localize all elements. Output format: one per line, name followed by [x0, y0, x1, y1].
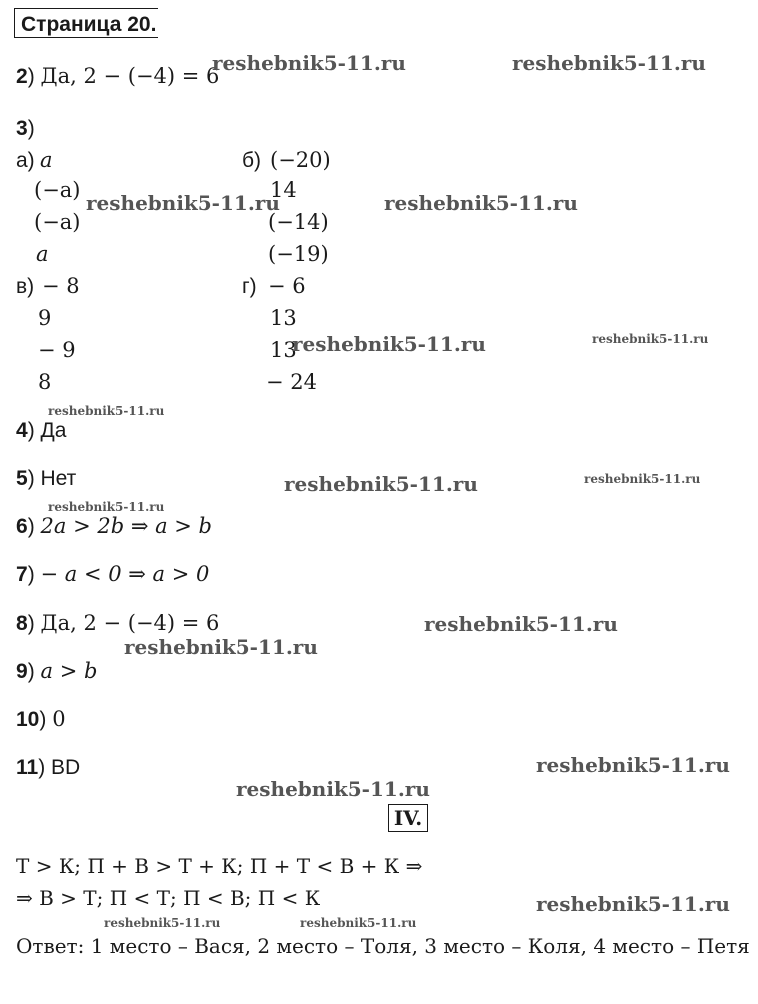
watermark: reshebnik5-11.ru — [536, 892, 730, 916]
paren: ) — [27, 419, 41, 442]
watermark: reshebnik5-11.ru — [86, 191, 280, 215]
answer-text: Да, 2 − (−4) = 6 — [40, 64, 220, 88]
item-number: 11 — [16, 756, 39, 779]
sub-g-head — [242, 276, 257, 297]
sub-b-line-4: (−19) — [268, 242, 329, 266]
answer-3-header — [16, 118, 35, 139]
sub-a-line-4: a — [36, 242, 49, 266]
watermark: reshebnik5-11.ru — [48, 500, 165, 514]
sub-g-line-2: 13 — [270, 306, 297, 330]
item-number: 3 — [16, 117, 28, 140]
sub-b-head — [242, 150, 261, 171]
watermark: reshebnik5-11.ru — [48, 404, 165, 418]
sub-a-head — [16, 150, 35, 171]
sub-v-line-3: − 9 — [38, 338, 76, 362]
answer-text: 2a > 2b ⇒ a > b — [40, 514, 213, 538]
watermark: reshebnik5-11.ru — [424, 612, 618, 636]
answer-10 — [16, 709, 66, 730]
item-number: 7 — [16, 563, 28, 586]
answer-4 — [16, 420, 66, 441]
paren: ) — [27, 65, 41, 88]
sub-g-line-3: 13 — [270, 338, 297, 362]
answer-11 — [16, 757, 80, 778]
paren: ) — [39, 708, 53, 731]
paren: ) — [27, 612, 41, 635]
page-label — [14, 8, 158, 38]
watermark: reshebnik5-11.ru — [236, 777, 430, 801]
iv-answer: Ответ: 1 место – Вася, 2 место – Толя, 3 место – Коля, 4 место – Петя — [16, 934, 750, 958]
paren: ) — [27, 515, 41, 538]
item-number: 8 — [16, 612, 28, 635]
iv-line-1: Т > К; П + В > Т + К; П + Т < В + К ⇒ — [16, 854, 423, 878]
sub-g-line-1: − 6 — [268, 274, 306, 298]
watermark: reshebnik5-11.ru — [104, 916, 221, 930]
watermark: reshebnik5-11.ru — [124, 635, 318, 659]
paren: ) — [27, 660, 41, 683]
answer-text: Да — [40, 419, 67, 442]
sub-b-line-3: (−14) — [268, 210, 329, 234]
sub-g-line-4: − 24 — [266, 370, 317, 394]
answer-8 — [16, 613, 219, 634]
sub-v-head — [16, 276, 34, 297]
answer-text: Да, 2 − (−4) = 6 — [40, 611, 220, 635]
sub-label: а) — [16, 149, 35, 172]
answer-9 — [16, 661, 97, 682]
sub-label: б) — [242, 149, 262, 172]
watermark: reshebnik5-11.ru — [536, 753, 730, 777]
watermark: reshebnik5-11.ru — [384, 191, 578, 215]
watermark: reshebnik5-11.ru — [284, 472, 478, 496]
item-number: 4 — [16, 419, 28, 442]
answer-text: Нет — [40, 467, 77, 490]
sub-b-line-2: 14 — [270, 178, 297, 202]
page-label-text: Страница 20. — [21, 13, 157, 36]
watermark: reshebnik5-11.ru — [592, 332, 709, 346]
sub-v-line-2: 9 — [38, 306, 52, 330]
paren: ) — [27, 467, 41, 490]
item-number: 5 — [16, 467, 28, 490]
answer-text: 0 — [52, 707, 66, 731]
paren: ) — [38, 756, 52, 779]
paren: ) — [27, 563, 41, 586]
answer-7 — [16, 564, 209, 585]
answer-text: a > b — [40, 659, 98, 683]
sub-a-line-3: (−a) — [34, 210, 81, 234]
sub-a-line-1: a — [40, 148, 53, 172]
answer-5 — [16, 468, 76, 489]
answer-2 — [16, 66, 219, 87]
paren: ) — [27, 117, 35, 140]
section-label-text: IV. — [393, 806, 423, 830]
sub-label: г) — [242, 275, 257, 298]
iv-line-2: ⇒ В > Т; П < Т; П < В; П < К — [16, 886, 321, 910]
answer-6 — [16, 516, 212, 537]
answer-text: BD — [51, 756, 81, 779]
watermark: reshebnik5-11.ru — [512, 51, 706, 75]
watermark: reshebnik5-11.ru — [292, 332, 486, 356]
watermark: reshebnik5-11.ru — [300, 916, 417, 930]
sub-a-line-2: (−a) — [34, 178, 81, 202]
watermark: reshebnik5-11.ru — [212, 51, 406, 75]
item-number: 2 — [16, 65, 28, 88]
sub-b-line-1: (−20) — [270, 148, 331, 172]
watermark: reshebnik5-11.ru — [584, 472, 701, 486]
sub-label: в) — [16, 275, 35, 298]
item-number: 10 — [16, 708, 40, 731]
item-number: 9 — [16, 660, 28, 683]
sub-v-line-1: − 8 — [42, 274, 80, 298]
sub-v-line-4: 8 — [38, 370, 52, 394]
answer-text: − a < 0 ⇒ a > 0 — [40, 562, 210, 586]
section-iv-label — [388, 804, 428, 832]
item-number: 6 — [16, 515, 28, 538]
